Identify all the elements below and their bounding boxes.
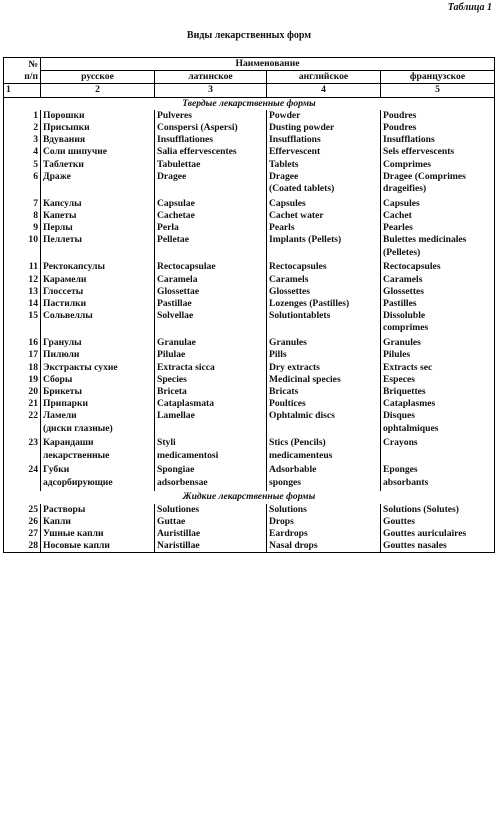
cell-latin: Cachetae <box>155 210 267 222</box>
column-number: 3 <box>155 84 267 97</box>
cell-russian: Брикеты <box>41 386 155 398</box>
table-row <box>4 298 495 310</box>
column-number: 4 <box>267 84 381 97</box>
table-row <box>4 122 495 134</box>
cell-english: Rectocapsules <box>267 261 381 273</box>
cell-english: Insufflations <box>267 134 381 146</box>
cell-russian: Перлы <box>41 222 155 234</box>
table-row <box>4 134 495 146</box>
cell-latin: Salia effervescentes <box>155 146 267 158</box>
row-number: 5 <box>4 159 41 171</box>
cell-latin: Lamellae <box>155 410 267 437</box>
cell-english: Caramels <box>267 274 381 286</box>
cell-french: Crayons <box>381 437 495 464</box>
cell-latin: Naristillae <box>155 540 267 553</box>
cell-french: Disques ophtalmiques <box>381 410 495 437</box>
cell-french: Extracts sec <box>381 362 495 374</box>
section-header-row <box>4 97 495 110</box>
row-number: 26 <box>4 516 41 528</box>
table-row <box>4 362 495 374</box>
header-no: № <box>28 58 38 70</box>
cell-russian: Драже <box>41 171 155 198</box>
table-row <box>4 198 495 210</box>
table-row <box>4 234 495 261</box>
cell-french: Dragee (Comprimes drageifies) <box>381 171 495 198</box>
cell-english: Ophtalmic discs <box>267 410 381 437</box>
row-number: 23 <box>4 437 41 464</box>
row-number: 7 <box>4 198 41 210</box>
cell-english: Bricats <box>267 386 381 398</box>
cell-french: Insufflations <box>381 134 495 146</box>
header-col-latin: латинское <box>155 71 267 84</box>
cell-russian: Таблетки <box>41 159 155 171</box>
cell-french: Gouttes nasales <box>381 540 495 553</box>
cell-latin: Species <box>155 374 267 386</box>
table-row <box>4 261 495 273</box>
row-number: 28 <box>4 540 41 553</box>
cell-english: Solutiontablets <box>267 310 381 337</box>
cell-english: Pearls <box>267 222 381 234</box>
header-no-cell <box>4 58 41 84</box>
cell-english: Adsorbable sponges <box>267 464 381 491</box>
cell-latin: Solvellae <box>155 310 267 337</box>
cell-french: Cataplasmes <box>381 398 495 410</box>
table-row <box>4 410 495 437</box>
header-col-english: английское <box>267 71 381 84</box>
table-row <box>4 464 495 491</box>
cell-russian: Сольвеллы <box>41 310 155 337</box>
header-col-russian: русское <box>41 71 155 84</box>
cell-russian: Пастилки <box>41 298 155 310</box>
cell-english: Drops <box>267 516 381 528</box>
cell-french: Comprimes <box>381 159 495 171</box>
cell-russian: Вдувания <box>41 134 155 146</box>
cell-russian: Носовые капли <box>41 540 155 553</box>
row-number: 10 <box>4 234 41 261</box>
cell-french: Bulettes medicinales (Pelletes) <box>381 234 495 261</box>
row-number: 2 <box>4 122 41 134</box>
table-row <box>4 286 495 298</box>
dosage-forms-table <box>3 57 495 553</box>
cell-russian: Капеты <box>41 210 155 222</box>
row-number: 18 <box>4 362 41 374</box>
row-number: 22 <box>4 410 41 437</box>
cell-russian: Присыпки <box>41 122 155 134</box>
table-row <box>4 337 495 349</box>
cell-french: Poudres <box>381 122 495 134</box>
table-number: Таблица 1 <box>447 2 492 13</box>
cell-russian: Припарки <box>41 398 155 410</box>
cell-latin: Bricеta <box>155 386 267 398</box>
cell-russian: Глоссеты <box>41 286 155 298</box>
cell-latin: Caramela <box>155 274 267 286</box>
table-row <box>4 210 495 222</box>
cell-english: Dry extracts <box>267 362 381 374</box>
cell-latin: Styli medicamentosi <box>155 437 267 464</box>
cell-french: Briquettes <box>381 386 495 398</box>
row-number: 14 <box>4 298 41 310</box>
header-name: Наименование <box>41 58 495 71</box>
section-header-row <box>4 491 495 503</box>
table-row <box>4 274 495 286</box>
row-number: 6 <box>4 171 41 198</box>
cell-french: Capsules <box>381 198 495 210</box>
row-number: 1 <box>4 110 41 122</box>
cell-latin: Auristillae <box>155 528 267 540</box>
cell-english: Nasal drops <box>267 540 381 553</box>
cell-russian: Гранулы <box>41 337 155 349</box>
row-number: 25 <box>4 504 41 516</box>
table-row <box>4 159 495 171</box>
cell-latin: Pelletae <box>155 234 267 261</box>
cell-english: Tablets <box>267 159 381 171</box>
column-number-row <box>4 84 495 97</box>
cell-english: Cachet water <box>267 210 381 222</box>
cell-russian: Ушные капли <box>41 528 155 540</box>
cell-english: Dusting powder <box>267 122 381 134</box>
cell-english: Eardrops <box>267 528 381 540</box>
cell-french: Pearles <box>381 222 495 234</box>
table-row <box>4 504 495 516</box>
cell-french: Cachet <box>381 210 495 222</box>
cell-english: Glossettes <box>267 286 381 298</box>
cell-russian: Порошки <box>41 110 155 122</box>
table-row <box>4 349 495 361</box>
cell-english: Solutions <box>267 504 381 516</box>
cell-french: Sels effervescents <box>381 146 495 158</box>
cell-english: Poultices <box>267 398 381 410</box>
cell-latin: Pulveres <box>155 110 267 122</box>
cell-english: Powder <box>267 110 381 122</box>
column-number: 1 <box>4 84 41 97</box>
cell-latin: Rectocapsulae <box>155 261 267 273</box>
cell-latin: Insufflationes <box>155 134 267 146</box>
cell-latin: Extracta sicca <box>155 362 267 374</box>
cell-russian: Ректокапсулы <box>41 261 155 273</box>
cell-french: Gouttes <box>381 516 495 528</box>
cell-english: Medicinal species <box>267 374 381 386</box>
row-number: 17 <box>4 349 41 361</box>
cell-english: Capsules <box>267 198 381 210</box>
cell-latin: Conspersi (Aspersi) <box>155 122 267 134</box>
header-row <box>4 58 495 71</box>
cell-french: Gouttes auriculaires <box>381 528 495 540</box>
row-number: 12 <box>4 274 41 286</box>
table-row <box>4 110 495 122</box>
cell-latin: Spongiae adsorbensae <box>155 464 267 491</box>
row-number: 9 <box>4 222 41 234</box>
table-caption: Виды лекарственных форм <box>186 30 312 41</box>
cell-russian: Сборы <box>41 374 155 386</box>
cell-russian: Пилюли <box>41 349 155 361</box>
row-number: 3 <box>4 134 41 146</box>
cell-french: Especes <box>381 374 495 386</box>
cell-french: Caramels <box>381 274 495 286</box>
cell-latin: Dragee <box>155 171 267 198</box>
cell-english: Pills <box>267 349 381 361</box>
header-languages-row <box>4 71 495 84</box>
cell-latin: Glossettae <box>155 286 267 298</box>
cell-russian: Губки адсорбирующие <box>41 464 155 491</box>
row-number: 20 <box>4 386 41 398</box>
cell-russian: Соли шипучие <box>41 146 155 158</box>
table-row <box>4 310 495 337</box>
cell-french: Dissoluble comprimes <box>381 310 495 337</box>
cell-russian: Капли <box>41 516 155 528</box>
row-number: 16 <box>4 337 41 349</box>
row-number: 11 <box>4 261 41 273</box>
cell-french: Poudres <box>381 110 495 122</box>
cell-russian: Ламели (диски глазные) <box>41 410 155 437</box>
cell-english: Implants (Pellets) <box>267 234 381 261</box>
cell-russian: Пеллеты <box>41 234 155 261</box>
row-number: 24 <box>4 464 41 491</box>
cell-latin: Solutiones <box>155 504 267 516</box>
section-title: Жидкие лекарственные формы <box>4 491 495 503</box>
header-col-french: французское <box>381 71 495 84</box>
cell-english: Stics (Pencils) medicamenteus <box>267 437 381 464</box>
table-row <box>4 374 495 386</box>
row-number: 21 <box>4 398 41 410</box>
cell-french: Pilules <box>381 349 495 361</box>
row-number: 8 <box>4 210 41 222</box>
cell-latin: Pastillae <box>155 298 267 310</box>
table-body <box>4 97 495 553</box>
cell-french: Granules <box>381 337 495 349</box>
cell-english: Effervescent <box>267 146 381 158</box>
table-row <box>4 528 495 540</box>
row-number: 27 <box>4 528 41 540</box>
cell-latin: Perla <box>155 222 267 234</box>
cell-russian: Растворы <box>41 504 155 516</box>
cell-russian: Карандаши лекарственные <box>41 437 155 464</box>
row-number: 13 <box>4 286 41 298</box>
cell-russian: Карамели <box>41 274 155 286</box>
cell-french: Glossettes <box>381 286 495 298</box>
table-row <box>4 222 495 234</box>
cell-latin: Cataplasmata <box>155 398 267 410</box>
row-number: 15 <box>4 310 41 337</box>
header-no-sub: п/п <box>24 70 38 82</box>
row-number: 4 <box>4 146 41 158</box>
cell-french: Pastilles <box>381 298 495 310</box>
table-row <box>4 171 495 198</box>
cell-latin: Granulae <box>155 337 267 349</box>
table-row <box>4 398 495 410</box>
cell-latin: Tabulettae <box>155 159 267 171</box>
cell-english: Dragee (Coated tablets) <box>267 171 381 198</box>
table-row <box>4 437 495 464</box>
cell-english: Granules <box>267 337 381 349</box>
row-number: 19 <box>4 374 41 386</box>
cell-english: Lozenges (Pastilles) <box>267 298 381 310</box>
table-row <box>4 146 495 158</box>
table-row <box>4 516 495 528</box>
cell-russian: Капсулы <box>41 198 155 210</box>
cell-french: Rectocapsules <box>381 261 495 273</box>
column-number: 5 <box>381 84 495 97</box>
table-row <box>4 540 495 553</box>
cell-french: Eponges absorbants <box>381 464 495 491</box>
section-title: Твердые лекарственные формы <box>4 97 495 110</box>
cell-french: Solutions (Solutes) <box>381 504 495 516</box>
table-row <box>4 386 495 398</box>
cell-latin: Capsulae <box>155 198 267 210</box>
column-number: 2 <box>41 84 155 97</box>
cell-latin: Guttae <box>155 516 267 528</box>
cell-russian: Экстракты сухие <box>41 362 155 374</box>
cell-latin: Pilulae <box>155 349 267 361</box>
